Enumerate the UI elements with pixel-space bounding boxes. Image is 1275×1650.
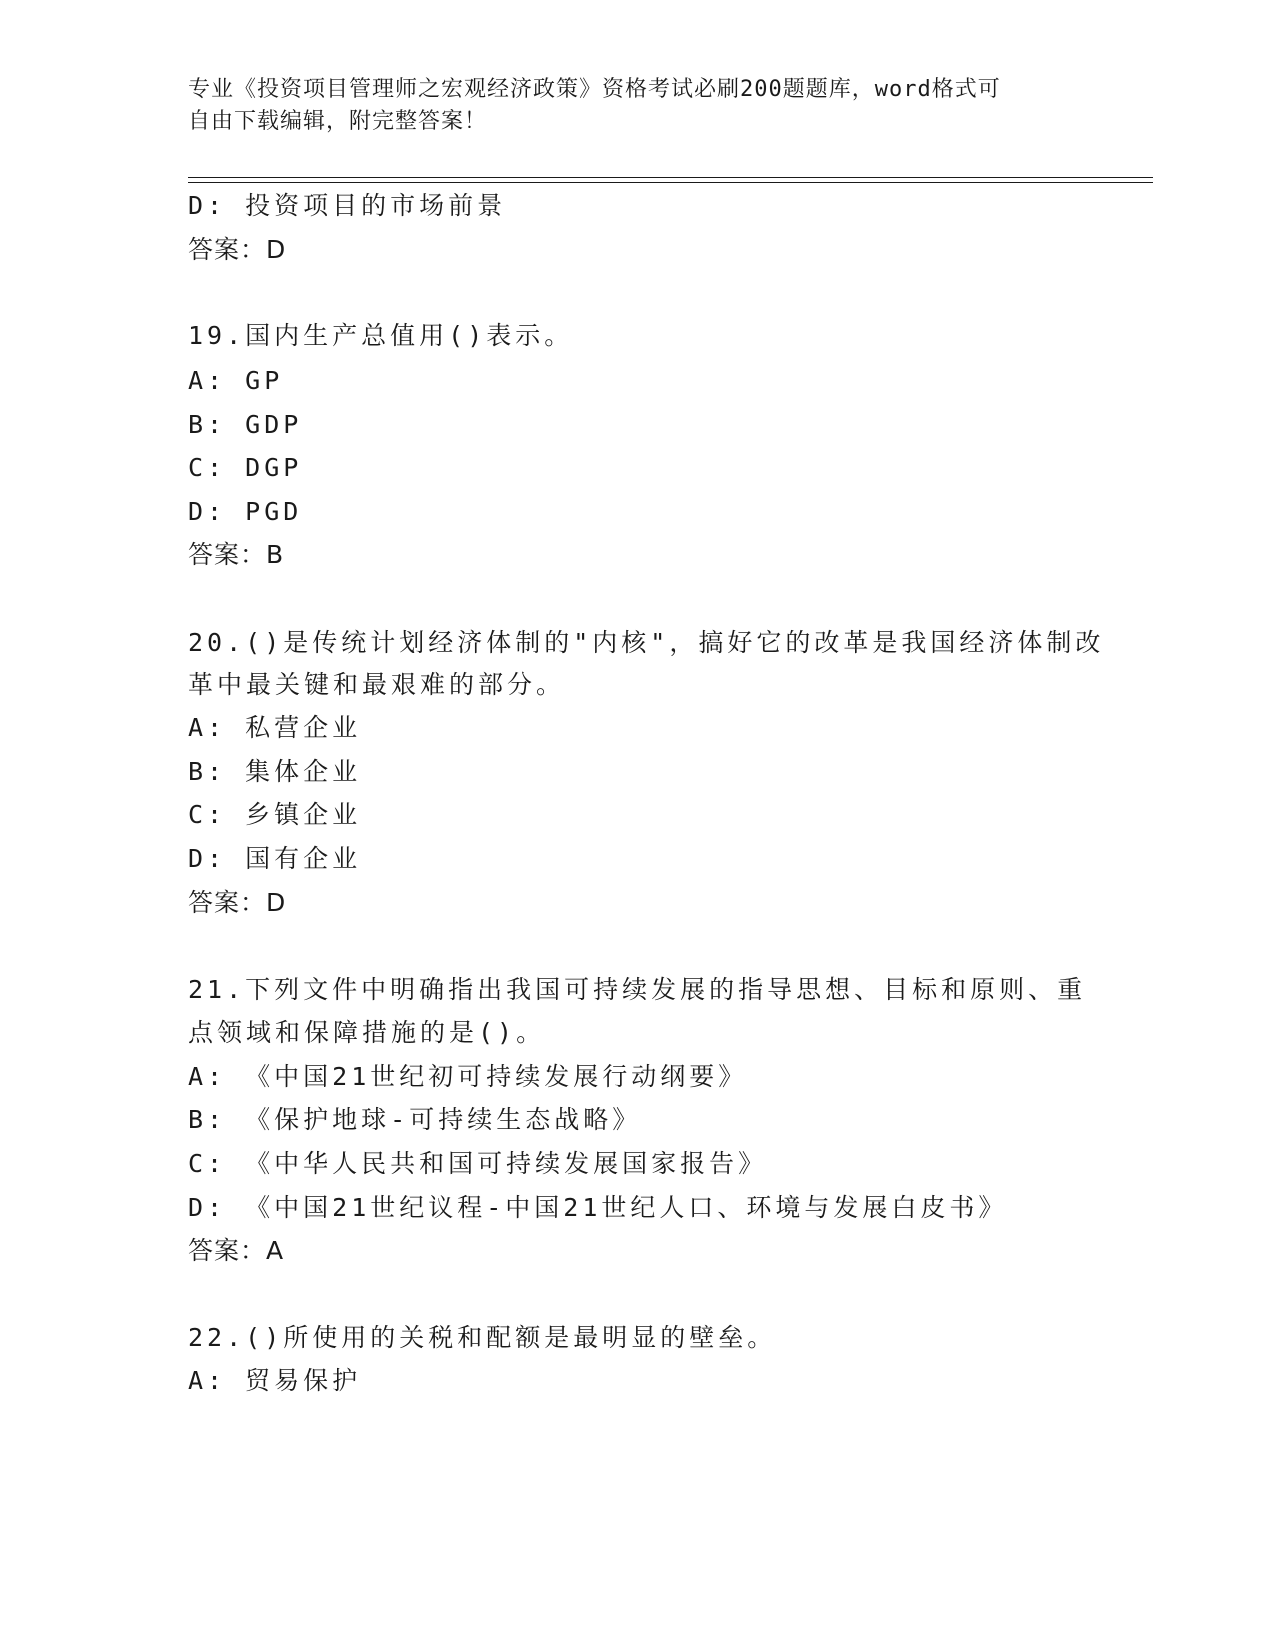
q21-option-b: B: 《保护地球-可持续生态战略》 xyxy=(188,1105,642,1134)
q22-option-a: A: 贸易保护 xyxy=(188,1366,362,1395)
q20-answer: 答案：D xyxy=(188,888,287,917)
header-divider-top xyxy=(188,177,1153,178)
q20-option-c: C: 乡镇企业 xyxy=(188,800,362,829)
q21-option-a: A: 《中国21世纪初可持续发展行动纲要》 xyxy=(188,1062,748,1091)
prev-answer: 答案：D xyxy=(188,235,287,264)
q21-stem-line-1: 21.下列文件中明确指出我国可持续发展的指导思想、目标和原则、重 xyxy=(188,975,1087,1004)
q19-option-b: B: GDP xyxy=(188,410,303,439)
q20-stem-line-1: 20.()是传统计划经济体制的"内核"，搞好它的改革是我国经济体制改 xyxy=(188,628,1105,657)
q21-stem-line-2: 点领域和保障措施的是()。 xyxy=(188,1018,546,1047)
q19-option-c: C: DGP xyxy=(188,453,303,482)
q19-option-d: D: PGD xyxy=(188,497,303,526)
header-divider-bottom xyxy=(188,182,1153,183)
document-header xyxy=(188,74,1088,138)
header-line-2: 自由下载编辑，附完整答案！ xyxy=(188,109,488,134)
q19-option-a: A: GP xyxy=(188,366,284,395)
q22-stem: 22.()所使用的关税和配额是最明显的壁垒。 xyxy=(188,1323,777,1352)
q21-option-c: C: 《中华人民共和国可持续发展国家报告》 xyxy=(188,1149,768,1178)
q20-option-a: A: 私营企业 xyxy=(188,713,362,742)
q20-stem-line-2: 革中最关键和最艰难的部分。 xyxy=(188,670,566,699)
q20-option-d: D: 国有企业 xyxy=(188,844,362,873)
header-line-1: 专业《投资项目管理师之宏观经济政策》资格考试必刷200题题库，word格式可 xyxy=(188,77,1001,102)
q20-option-b: B: 集体企业 xyxy=(188,757,362,786)
prev-option-d: D: 投资项目的市场前景 xyxy=(188,191,507,220)
q21-answer: 答案：A xyxy=(188,1236,285,1265)
q19-answer: 答案：B xyxy=(188,540,285,569)
q19-stem: 19.国内生产总值用()表示。 xyxy=(188,321,574,350)
q21-option-d: D: 《中国21世纪议程-中国21世纪人口、环境与发展白皮书》 xyxy=(188,1193,1008,1222)
